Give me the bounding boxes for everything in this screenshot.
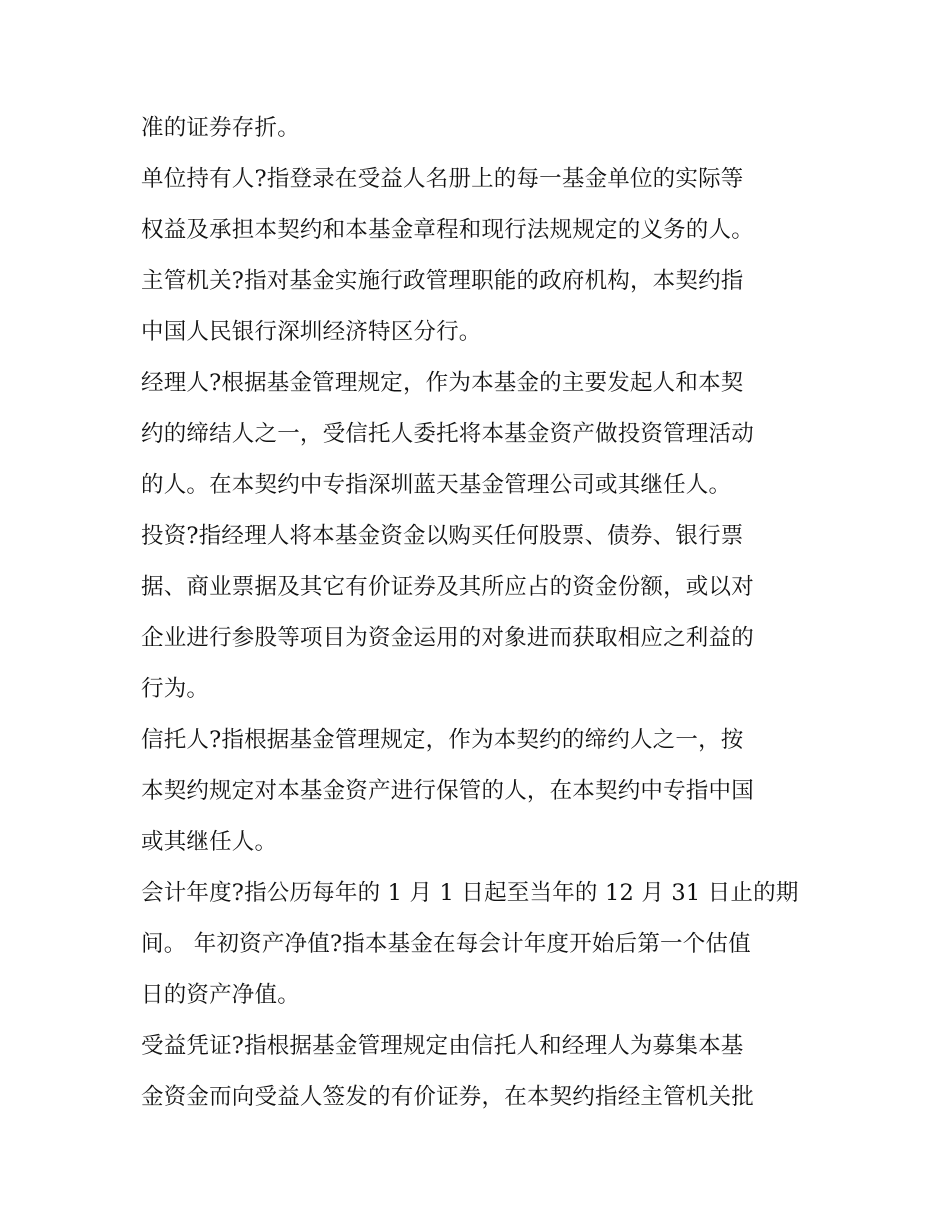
text-line: 权益及承担本契约和本基金章程和现行法规规定的义务的人。 <box>141 217 754 243</box>
document-body <box>141 103 821 1123</box>
text-line: 约的缔结人之一，受信托人委托将本基金资产做投资管理活动 <box>141 421 754 447</box>
text-line: 金资金而向受益人签发的有价证券，在本契约指经主管机关批 <box>141 1084 754 1110</box>
text-line: 据、商业票据及其它有价证券及其所应占的资金份额，或以对 <box>141 574 754 600</box>
text-line: 或其继任人。 <box>141 829 278 855</box>
text-line: 企业进行参股等项目为资金运用的对象进而获取相应之利益的 <box>141 625 754 651</box>
text-line: 准的证券存折。 <box>141 115 300 141</box>
text-line: 投资?指经理人将本基金资金以购买任何股票、债券、银行票 <box>141 523 744 549</box>
text-line: 信托人?指根据基金管理规定，作为本契约的缔约人之一，按 <box>141 727 744 753</box>
text-line: 间。 年初资产净值?指本基金在每会计年度开始后第一个估值 <box>141 931 751 957</box>
text-line: 单位持有人?指登录在受益人名册上的每一基金单位的实际等 <box>141 166 744 192</box>
text-line: 受益凭证?指根据基金管理规定由信托人和经理人为募集本基 <box>141 1033 744 1059</box>
text-line: 主管机关?指对基金实施行政管理职能的政府机构，本契约指 <box>141 268 744 294</box>
text-line: 会计年度?指公历每年的 1 月 1 日起至当年的 12 月 31 日止的期 <box>141 880 799 906</box>
text-line: 行为。 <box>141 676 210 702</box>
text-line: 的人。在本契约中专指深圳蓝天基金管理公司或其继任人。 <box>141 472 732 498</box>
text-line: 日的资产净值。 <box>141 982 300 1008</box>
text-line: 经理人?根据基金管理规定，作为本基金的主要发起人和本契 <box>141 370 744 396</box>
text-line: 本契约规定对本基金资产进行保管的人，在本契约中专指中国 <box>141 778 754 804</box>
text-line: 中国人民银行深圳经济特区分行。 <box>141 319 482 345</box>
